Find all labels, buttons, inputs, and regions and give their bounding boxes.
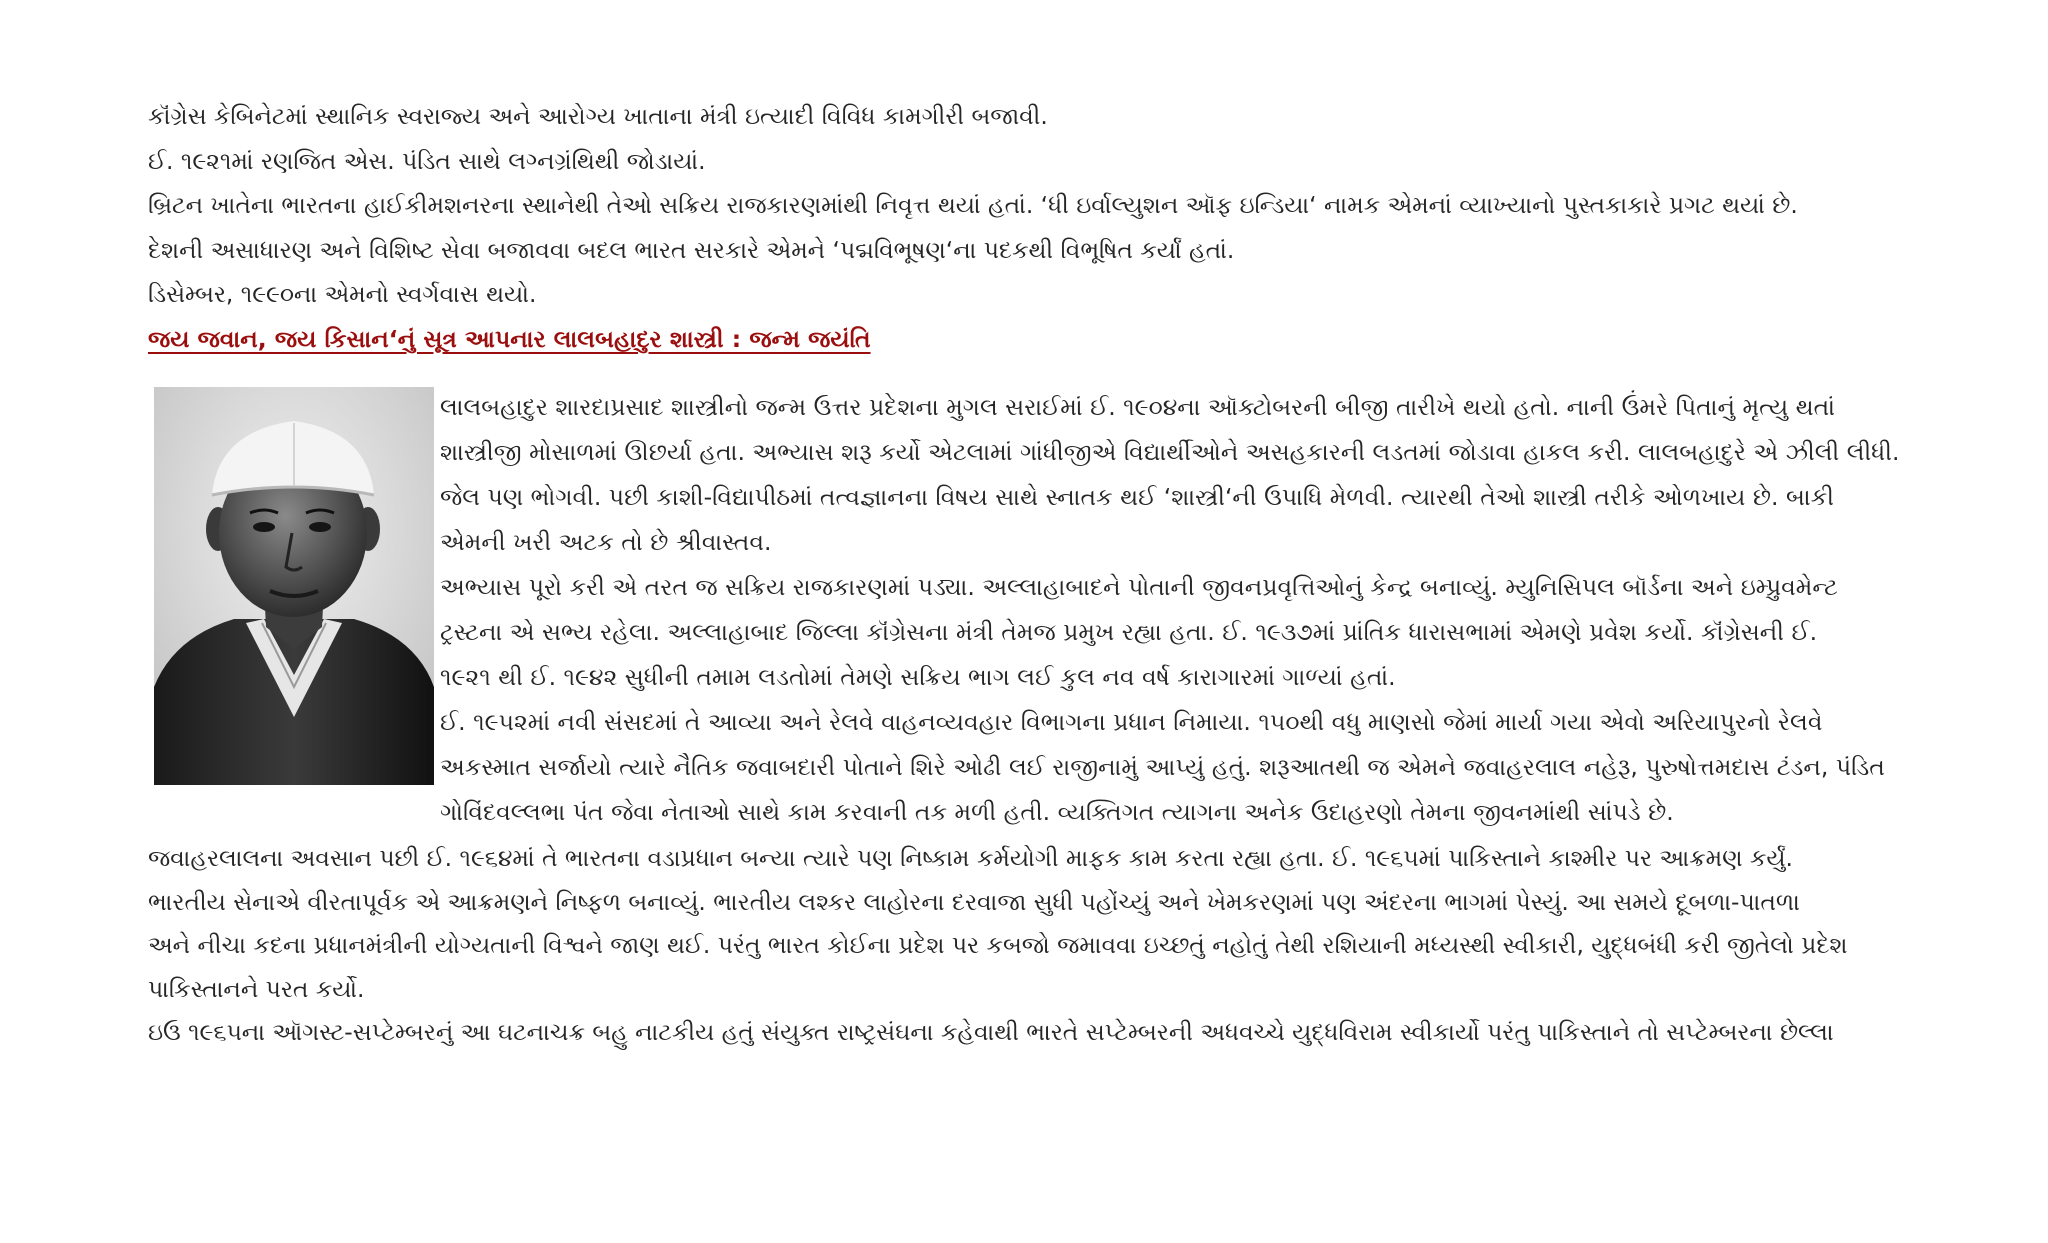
paragraph-line: શાસ્ત્રીજી મોસાળમાં ઊછર્યા હતા. અભ્યાસ શરૂ કર્યો એટલામાં ગાંધીજીએ વિદ્યાર્થીઓને અસહકારની લડતમાં જોડાવા હાકલ કરી. લાલબહાદુરે એ ઝીલી લીધી. (440, 438, 1900, 466)
paragraph-line: અને નીચા કદના પ્રધાનમંત્રીની યોગ્યતાની વિશ્વને જાણ થઈ. પરંતુ ભારત કોઈના પ્રદેશ પર કબજો જમાવવા ઇચ્છતું નહોતું તેથી રશિયાની મધ્યસ્થી સ્વીકારી, યુદ્ધબંધી કરી જીતેલો પ્રદેશ (148, 931, 1848, 959)
paragraph-line: ઇઉ ૧૯૬૫ના ઑગસ્ટ-સપ્ટેમ્બરનું આ ઘટનાચક્ર બહુ નાટકીય હતું સંયુક્ત રાષ્ટ્રસંઘના કહેવાથી ભારતે સપ્ટેમ્બરની અધવચ્ચે યુદ્ધવિરામ સ્વીકાર્યો પરંતુ પાકિસ્તાને તો સપ્ટેમ્બરના છેલ્લા (148, 1018, 1834, 1046)
paragraph-line: જવાહરલાલના અવસાન પછી ઈ. ૧૯૬૪માં તે ભારતના વડાપ્રધાન બન્યા ત્યારે પણ નિષ્કામ કર્મયોગી માફક કામ કરતા રહ્યા હતા. ઈ. ૧૯૬૫માં પાકિસ્તાને કાશ્મીર પર આક્રમણ કર્યું. (148, 844, 1793, 872)
paragraph-line: બ્રિટન ખાતેના ભારતના હાઈકીમશનરના સ્થાનેથી તેઓ સક્રિય રાજકારણમાંથી નિવૃત્ત થયાં હતાં. ‘ધી ઇર્વાલ્યુશન ઑફ ઇન્ડિયા‘ નામક એમનાં વ્યાખ્યાનો પુસ્તકાકારે પ્રગટ થયાં છે. (148, 191, 1798, 219)
article-heading-link[interactable]: જય જવાન, જય કિસાન‘નું સૂત્ર આપનાર લાલબહાદુર શાસ્ત્રી : જન્મ જયંતિ (148, 324, 871, 353)
continuation-section (148, 837, 1958, 1055)
intro-section (148, 94, 1958, 317)
article (148, 94, 1958, 1055)
portrait-photo (154, 387, 434, 785)
paragraph-line: કૉંગ્રેસ કેબિનેટમાં સ્થાનિક સ્વરાજ્ય અને આરોગ્ય ખાતાના મંત્રી ઇત્યાદી વિવિધ કામગીરી બજાવી. (148, 102, 1048, 130)
paragraph-line: દેશની અસાધારણ અને વિશિષ્ટ સેવા બજાવવા બદલ ભારત સરકારે એમને ‘પદ્મવિભૂષણ‘ના પદકથી વિભૂષિત કર્યાં હતાં. (148, 235, 1235, 264)
paragraph-line: લાલબહાદુર શારદાપ્રસાદ શાસ્ત્રીનો જન્મ ઉત્તર પ્રદેશના મુગલ સરાઈમાં ઈ. ૧૯૦૪ના ઑક્ટોબરની બીજી તારીખે થયો હતો. નાની ઉંમરે પિતાનું મૃત્યુ થતાં (440, 393, 1835, 421)
biography-section (148, 385, 1958, 837)
paragraph-line: અકસ્માત સર્જાયો ત્યારે નૈતિક જવાબદારી પોતાને શિરે ઓઢી લઈ રાજીનામું આપ્યું હતું. શરૂઆતથી જ એમને જવાહરલાલ નહેરૂ, પુરુષોત્તમદાસ ટંડન, પંડિત (440, 753, 1885, 781)
paragraph-line: જેલ પણ ભોગવી. પછી કાશી-વિદ્યાપીઠમાં તત્વજ્ઞાનના વિષય સાથે સ્નાતક થઈ ‘શાસ્ત્રી‘ની ઉપાધિ મેળવી. ત્યારથી તેઓ શાસ્ત્રી તરીકે ઓળખાય છે. બાકી (440, 483, 1834, 511)
paragraph-line: ભારતીય સેનાએ વીરતાપૂર્વક એ આક્રમણને નિષ્ફળ બનાવ્યું. ભારતીય લશ્કર લાહોરના દરવાજા સુધી પહોંચ્યું અને ખેમકરણમાં પણ અંદરના ભાગમાં પેસ્યું. આ સમયે દૂબળા-પાતળા (148, 887, 1800, 916)
paragraph-line: ટ્રસ્ટના એ સભ્ય રહેલા. અલ્લાહાબાદ જિલ્લા કૉંગ્રેસના મંત્રી તેમજ પ્રમુખ રહ્યા હતા. ઈ. ૧૯૩૭માં પ્રાંતિક ધારાસભામાં એમણે પ્રવેશ કર્યો. કૉંગ્રેસની ઈ. (440, 618, 1818, 646)
paragraph-line: પાકિસ્તાનને પરત કર્યો. (148, 974, 365, 1003)
paragraph-line: ૧૯૨૧ થી ઈ. ૧૯૪૨ સુધીની તમામ લડતોમાં તેમણે સક્રિય ભાગ લઈ કુલ નવ વર્ષ કારાગારમાં ગાળ્યાં હતાં. (440, 663, 1396, 691)
paragraph-line: ઈ. ૧૯૫૨માં નવી સંસદમાં તે આવ્યા અને રેલવે વાહનવ્યવહાર વિભાગના પ્રધાન નિમાયા. ૧૫૦થી વધુ માણસો જેમાં માર્યા ગયા એવો અરિયાપુરનો રેલવે (440, 708, 1823, 736)
paragraph-line: એમની ખરી અટક તો છે શ્રીવાસ્તવ. (440, 528, 772, 556)
paragraph-line: અભ્યાસ પૂરો કરી એ તરત જ સક્રિય રાજકારણમાં પડ્યા. અલ્લાહાબાદને પોતાની જીવનપ્રવૃત્તિઓનું કેન્દ્ર બનાવ્યું. મ્યુનિસિપલ બૉર્ડના અને ઇમ્પ્રુવમેન્ટ (440, 573, 1838, 601)
biography-text (440, 385, 1899, 835)
paragraph-line: ઈ. ૧૯૨૧માં રણજિત એસ. પંડિત સાથે લગ્નગ્રંથિથી જોડાયાં. (148, 146, 706, 175)
paragraph-line: ડિસેમ્બર, ૧૯૯૦ના એમનો સ્વર્ગવાસ થયો. (148, 280, 537, 308)
paragraph-line: ગોવિંદવલ્લભા પંત જેવા નેતાઓ સાથે કામ કરવાની તક મળી હતી. વ્યક્તિગત ત્યાગના અનેક ઉદાહરણો તેમના જીવનમાંથી સાંપડે છે. (440, 798, 1674, 826)
